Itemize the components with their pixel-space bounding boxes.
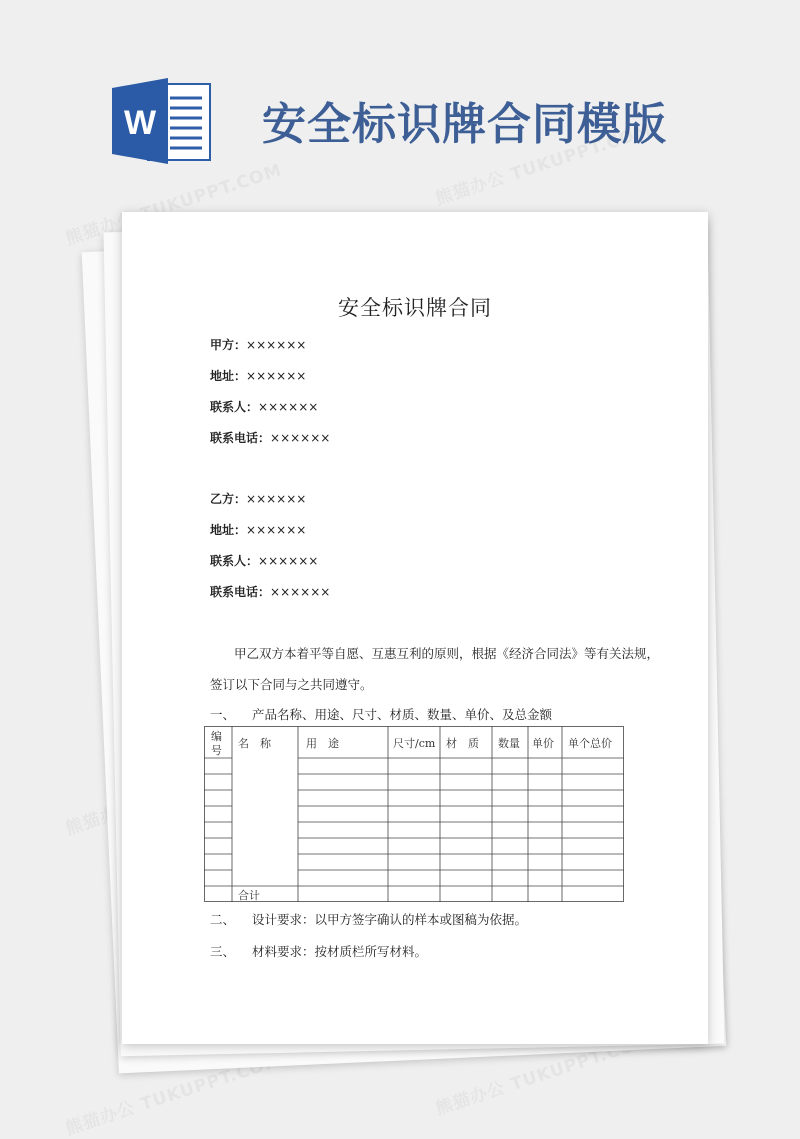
party-a-contact: 联系人：×××××× xyxy=(210,400,319,414)
party-a-name: 甲方：×××××× xyxy=(210,338,307,352)
section-number: 三、 xyxy=(210,944,236,959)
table-grid xyxy=(204,726,624,902)
section-2 xyxy=(210,910,527,928)
table-total-label: 合计 xyxy=(238,889,260,902)
header-material: 材 质 xyxy=(446,737,479,750)
document-page xyxy=(122,212,708,1044)
header-name: 名 称 xyxy=(238,737,271,750)
party-b-phone: 联系电话：×××××× xyxy=(210,585,331,599)
banner-title: 安全标识牌合同模版 xyxy=(262,99,667,150)
party-a-phone: 联系电话：×××××× xyxy=(210,431,331,445)
section-1 xyxy=(210,705,552,723)
section-text: 设计要求：以甲方签字确认的样本或图稿为依据。 xyxy=(252,912,528,927)
header-number-top: 编 xyxy=(211,730,222,743)
header-item-total: 单个总价 xyxy=(568,737,612,750)
header-quantity: 数量 xyxy=(498,737,520,750)
party-a-address: 地址：×××××× xyxy=(210,369,307,383)
section-3 xyxy=(210,942,427,960)
product-spec-table xyxy=(204,726,624,902)
intro-paragraph-line: 签订以下合同与之共同遵守。 xyxy=(210,677,373,692)
header-unit-price: 单价 xyxy=(532,737,554,750)
word-document-icon xyxy=(112,78,212,164)
section-number: 一、 xyxy=(210,707,236,722)
section-text: 材料要求：按材质栏所写材料。 xyxy=(252,944,428,959)
section-number: 二、 xyxy=(210,912,236,927)
party-b-contact: 联系人：×××××× xyxy=(210,554,319,568)
header-size: 尺寸/cm xyxy=(393,737,436,750)
party-b-address: 地址：×××××× xyxy=(210,523,307,537)
header-use: 用 途 xyxy=(306,737,339,750)
section-text: 产品名称、用途、尺寸、材质、数量、单价、及总金额 xyxy=(252,707,553,722)
document-title: 安全标识牌合同 xyxy=(338,296,492,320)
header-number-bottom: 号 xyxy=(211,744,222,757)
intro-paragraph-line: 甲乙双方本着平等自愿、互惠互利的原则，根据《经济合同法》等有关法规， xyxy=(234,646,660,661)
party-b-name: 乙方：×××××× xyxy=(210,492,307,506)
word-logo-letter: W xyxy=(123,104,157,142)
